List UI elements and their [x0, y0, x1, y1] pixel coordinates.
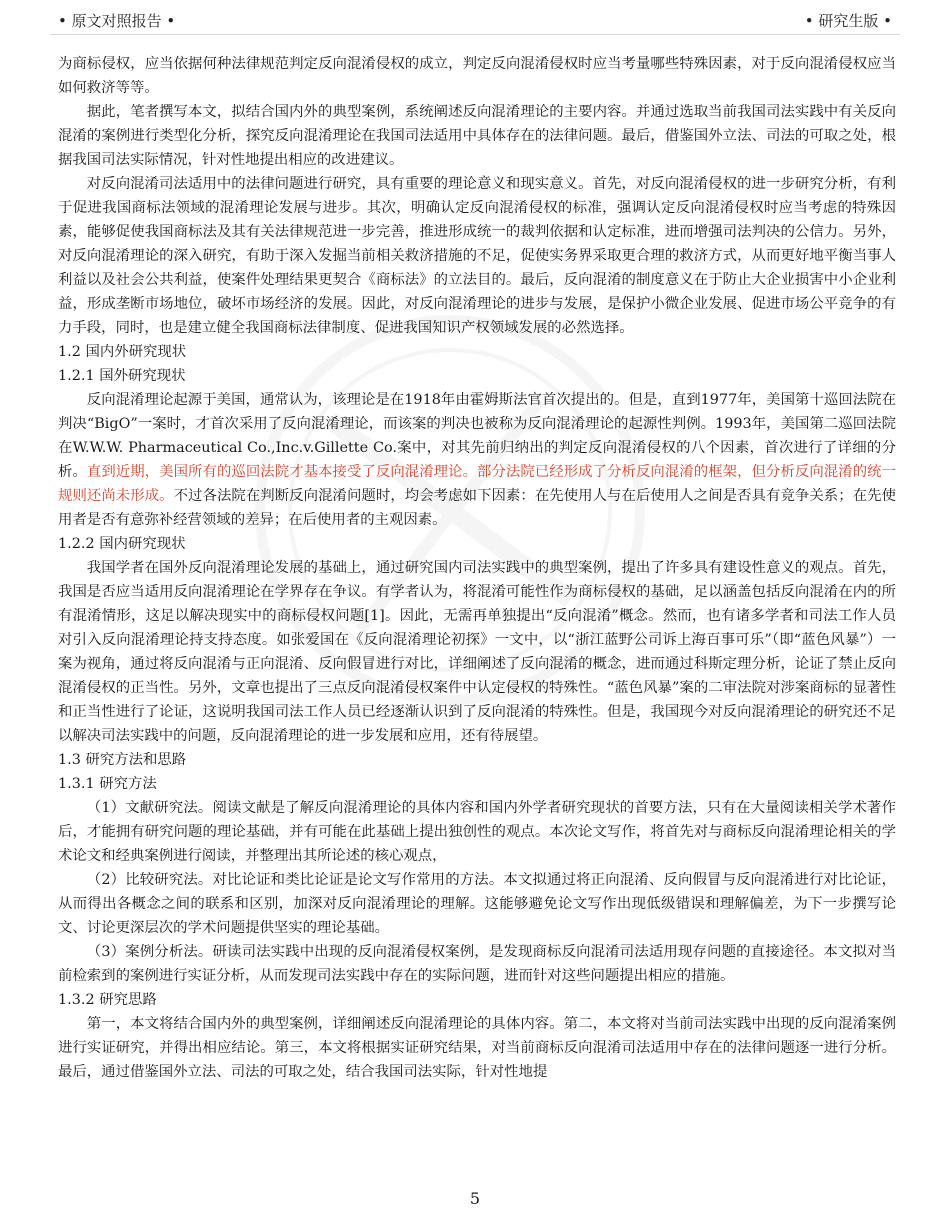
report-header-right: • 研究生版 • [804, 12, 892, 30]
document-body [58, 52, 896, 1084]
subsection-heading: 1.3.1 研究方法 [58, 776, 157, 792]
page-number: 5 [469, 1189, 481, 1208]
section-heading: 1.2 国内外研究现状 [58, 344, 187, 360]
paragraph: 为商标侵权，应当依据何种法律规范判定反向混淆侵权的成立，判定反向混淆侵权时应当考量哪些特殊因素，对于反向混淆侵权应当如何救济等等。 [58, 56, 896, 96]
paragraph-method: （1）文献研究法。阅读文献是了解反向混淆理论的具体内容和国内外学者研究现状的首要方法，只有在大量阅读相关学术著作后，才能拥有研究问题的理论基础，并有可能在此基础上提出独创性的观点。本次论文写作，将首先对与商标反向混淆理论相关的学术论文和经典案例进行阅读，并整理出其所论述的核心观点， [58, 800, 896, 864]
paragraph-method: （3）案例分析法。研读司法实践中出现的反向混淆侵权案例，是发现商标反向混淆司法适用现存问题的直接途径。本文拟对当前检索到的案例进行实证分析，从而发现司法实践中存在的实际问题，进而针对这些问题提出相应的措施。 [58, 944, 896, 984]
paragraph: 第一，本文将结合国内外的典型案例，详细阐述反向混淆理论的具体内容。第二，本文将对当前司法实践中出现的反向混淆案例进行实证研究，并得出相应结论。第三，本文将根据实证研究结果，对当前商标反向混淆司法适用中存在的法律问题逐一进行分析。最后，通过借鉴国外立法、司法的可取之处，结合我国司法实际，针对性地提 [58, 1016, 896, 1080]
header-rule [50, 34, 900, 35]
paragraph: 据此，笔者撰写本文，拟结合国内外的典型案例，系统阐述反向混淆理论的主要内容。并通过选取当前我国司法实践中有关反向混淆的案例进行类型化分析，探究反向混淆理论在我国司法适用中具体存在的法律问题。最后，借鉴国外立法、司法的可取之处，根据我国司法实际情况，针对性地提出相应的改进建议。 [58, 104, 896, 168]
paragraph-foreign-research [58, 388, 896, 532]
subsection-heading: 1.3.2 研究思路 [58, 992, 157, 1008]
paragraph: 我国学者在国外反向混淆理论发展的基础上，通过研究国内司法实践中的典型案例，提出了许多具有建设性意义的观点。首先，我国是否应当适用反向混淆理论在学界存在争议。有学者认为，将混淆可能性作为商标侵权的基础，足以涵盖包括反向混淆在内的所有混淆情形，这足以解决现实中的商标侵权问题[1]。因此，无需再单独提出“反向混淆”概念。然而，也有诸多学者和司法工作人员对引入反向混淆理论持支持态度。如张爱国在《反向混淆理论初探》一文中，以“浙江蓝野公司诉上海百事可乐”（即“蓝色风暴”）一案为视角，通过将反向混淆与正向混淆、反向假冒进行对比，详细阐述了反向混淆的概念，进而通过科斯定理分析，论证了禁止反向混淆侵权的正当性。另外，文章也提出了三点反向混淆侵权案件中认定侵权的特殊性。“蓝色风暴”案的二审法院对涉案商标的显著性和正当性进行了论证，这说明我国司法工作人员已经逐渐认识到了反向混淆的特殊性。但是，我国现今对反向混淆理论的研究还不足以解决司法实践中的问题，反向混淆理论的进一步发展和应用，还有待展望。 [58, 560, 896, 744]
section-heading: 1.3 研究方法和思路 [58, 752, 187, 768]
subsection-heading: 1.2.2 国内研究现状 [58, 536, 186, 552]
subsection-heading: 1.2.1 国外研究现状 [58, 368, 186, 384]
text-run: 反向混淆理论起源于美国，通常认为，该理论是在1918年由霍姆斯法官首次提出的。但是，直到1977年，美国第十巡回法院在判决“BigO”一案时，才首次采用了反向混淆理论，而该案的判决也被称为反向混淆理论的起源性判例。1993年，美国第二巡回法院在W.W.W. Pharmaceutical Co.,Inc.v.Gillette Co.案中，对其先前归纳出的判定反向混淆侵权的八个因素，首次进行了详细的分析。 [58, 392, 896, 480]
report-header-left: • 原文对照报告 • [58, 12, 176, 30]
highlighted-text: 直到近期，美国所有的巡回法院才基本接受了反向混淆理论。部分法院已经形成了分析反向混淆的框架，但分析反向混淆的统一规则还尚未形成。 [58, 464, 896, 504]
paragraph: 对反向混淆司法适用中的法律问题进行研究，具有重要的理论意义和现实意义。首先，对反向混淆侵权的进一步研究分析，有利于促进我国商标法领域的混淆理论发展与进步。其次，明确认定反向混淆侵权的标准，强调认定反向混淆侵权时应当考虑的特殊因素，能够促使我国商标法及其有关法律规范进一步完善，推进形成统一的裁判依据和认定标准，进而增强司法判决的公信力。另外，对反向混淆理论的深入研究，有助于深入发掘当前相关救济措施的不足，促使实务界采取更合理的救济方式，从而更好地平衡当事人利益以及社会公共利益，使案件处理结果更契合《商标法》的立法目的。最后，反向混淆的制度意义在于防止大企业损害中小企业利益，形成垄断市场地位，破坏市场经济的发展。因此，对反向混淆理论的进步与发展，是保护小微企业发展、促进市场公平竞争的有力手段，同时，也是建立健全我国商标法律制度、促进我国知识产权领域发展的必然选择。 [58, 176, 896, 336]
text-run: 不过各法院在判断反向混淆问题时，均会考虑如下因素：在先使用人与在后使用人之间是否具有竞争关系；在先使用者是否有意弥补经营领域的差异；在后使用者的主观因素。 [58, 488, 896, 528]
paragraph-method: （2）比较研究法。对比论证和类比论证是论文写作常用的方法。本文拟通过将正向混淆、反向假冒与反向混淆进行对比论证，从而得出各概念之间的联系和区别，加深对反向混淆理论的理解。这能够避免论文写作出现低级错误和理解偏差，为下一步撰写论文、讨论更深层次的学术问题提供坚实的理论基础。 [58, 872, 896, 936]
